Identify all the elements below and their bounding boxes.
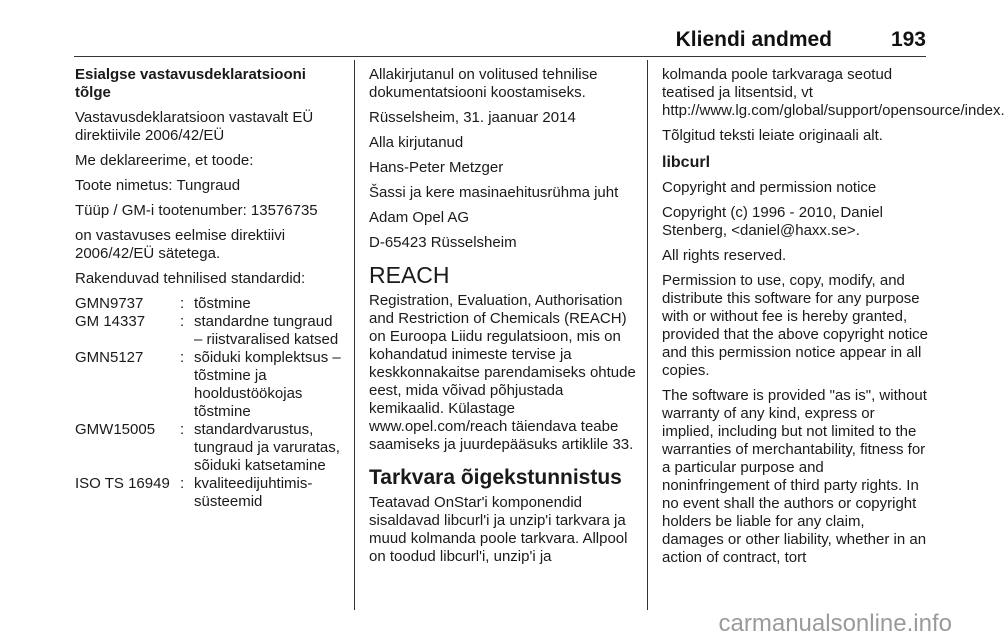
product-name: Toote nimetus: Tungraud xyxy=(75,177,241,194)
signatory-title: Šassi ja kere masinaehitusrühma juht xyxy=(369,184,619,201)
permission-text: Permission to use, copy, modify, and distribute this software for any purpose with or without fee is hereby granted, provided that the above copyright notice and this permission notice appear in all copies. xyxy=(662,272,929,379)
standard-description: tõstmine xyxy=(194,295,251,312)
standard-code: GMN5127 xyxy=(75,349,144,366)
reach-text: Registration, Evaluation, Authorisation and Restriction of Chemicals (REACH) on Euroopa Liidu regulatsioon, mis on kohandatud inimeste tervise ja keskkonnakaitse parendamiseks ohtude eest, mida võivad põhjustada kemikaalid. Külastage www.opel.com/reach täiendava teabe saamiseks ja juurdepääsuks artiklile 33. xyxy=(369,292,636,453)
product-type: Tüüp / GM-i tootenumber: 13576735 xyxy=(75,202,318,219)
translation-note: Tõlgitud teksti leiate originaali alt. xyxy=(662,127,883,144)
standard-code: GMW15005 xyxy=(75,421,156,438)
standard-description: standardne tungraud – riistvaralised katsed xyxy=(194,313,339,348)
declaration-heading: Esialgse vastavusdeklaratsiooni tõlge xyxy=(75,66,306,101)
company-name: Adam Opel AG xyxy=(369,209,470,226)
column-1 xyxy=(75,66,343,511)
rights-reserved: All rights reserved. xyxy=(662,247,787,264)
standard-description: sõiduki komplektsus – tõstmine ja hooldustöökojas tõstmine xyxy=(194,349,341,420)
standards-row xyxy=(75,421,343,475)
standard-separator: : xyxy=(180,295,185,312)
standard-code: GM 14337 xyxy=(75,313,146,330)
warranty-disclaimer: The software is provided "as is", without warranty of any kind, express or implied, including but not limited to the warranties of merchantability, fitness for a particular purpose and noninfringement of third party rights. In no event shall the authors or copyright holders be liable for any claim, damages or other liability, whether in an action of contract, tort xyxy=(662,387,927,566)
conformity-text: on vastavuses eelmise direktiivi 2006/42/EÜ sätetega. xyxy=(75,227,286,262)
signatory-name: Hans-Peter Metzger xyxy=(369,159,504,176)
software-text: Teatavad OnStar'i komponendid sisaldavad libcurl'i ja unzip'i tarkvara ja muud kolmanda poole tarkvara. Allpool on toodud libcurl'i, unzip'i ja xyxy=(369,494,628,565)
standard-code: ISO TS 16949 xyxy=(75,475,170,492)
signature-date: Rüsselsheim, 31. jaanuar 2014 xyxy=(369,109,576,126)
standard-separator: : xyxy=(180,421,185,438)
standard-separator: : xyxy=(180,313,185,330)
column-2 xyxy=(369,66,637,573)
section-title: Kliendi andmed xyxy=(675,28,832,51)
standards-table xyxy=(75,295,343,511)
copyright-line: Copyright (c) 1996 - 2010, Daniel Stenberg, <daniel@haxx.se>. xyxy=(662,204,883,239)
standards-row xyxy=(75,295,343,313)
standard-code: GMN9737 xyxy=(75,295,144,312)
page-number: 193 xyxy=(890,28,926,51)
libcurl-heading: libcurl xyxy=(662,154,711,171)
declaration-statement: Me deklareerime, et toode: xyxy=(75,152,254,169)
third-party-notice: kolmanda poole tarkvaraga seotud teatised ja litsentsid, vt http://www.lg.com/global/support/opensource/index. xyxy=(662,66,1005,119)
copyright-notice-title: Copyright and permission notice xyxy=(662,179,877,196)
watermark: carmanualsonline.info xyxy=(718,610,952,637)
column-3 xyxy=(662,66,1005,574)
standards-row xyxy=(75,313,343,349)
standard-separator: : xyxy=(180,475,185,492)
declaration-directive: Vastavusdeklaratsioon vastavalt EÜ direktiivile 2006/42/EÜ xyxy=(75,109,314,144)
reach-heading: REACH xyxy=(369,262,450,288)
column-divider-1 xyxy=(354,60,355,610)
header-divider xyxy=(74,56,926,57)
page-header xyxy=(74,22,926,56)
authorization-text: Allakirjutanul on volitused tehnilise dokumentatsiooni koostamiseks. xyxy=(369,66,598,101)
standards-intro: Rakenduvad tehnilised standardid: xyxy=(75,270,306,287)
standard-description: standardvarustus, tungraud ja varuratas, sõiduki katsetamine xyxy=(194,421,340,474)
signed-by-label: Alla kirjutanud xyxy=(369,134,464,151)
standard-separator: : xyxy=(180,349,185,366)
software-heading: Tarkvara õigekstunnistus xyxy=(369,466,622,489)
standards-row xyxy=(75,475,343,511)
standard-description: kvaliteedijuhtimis-süsteemid xyxy=(194,475,313,510)
standards-row xyxy=(75,349,343,421)
column-divider-2 xyxy=(647,60,648,610)
company-address: D-65423 Rüsselsheim xyxy=(369,234,517,251)
